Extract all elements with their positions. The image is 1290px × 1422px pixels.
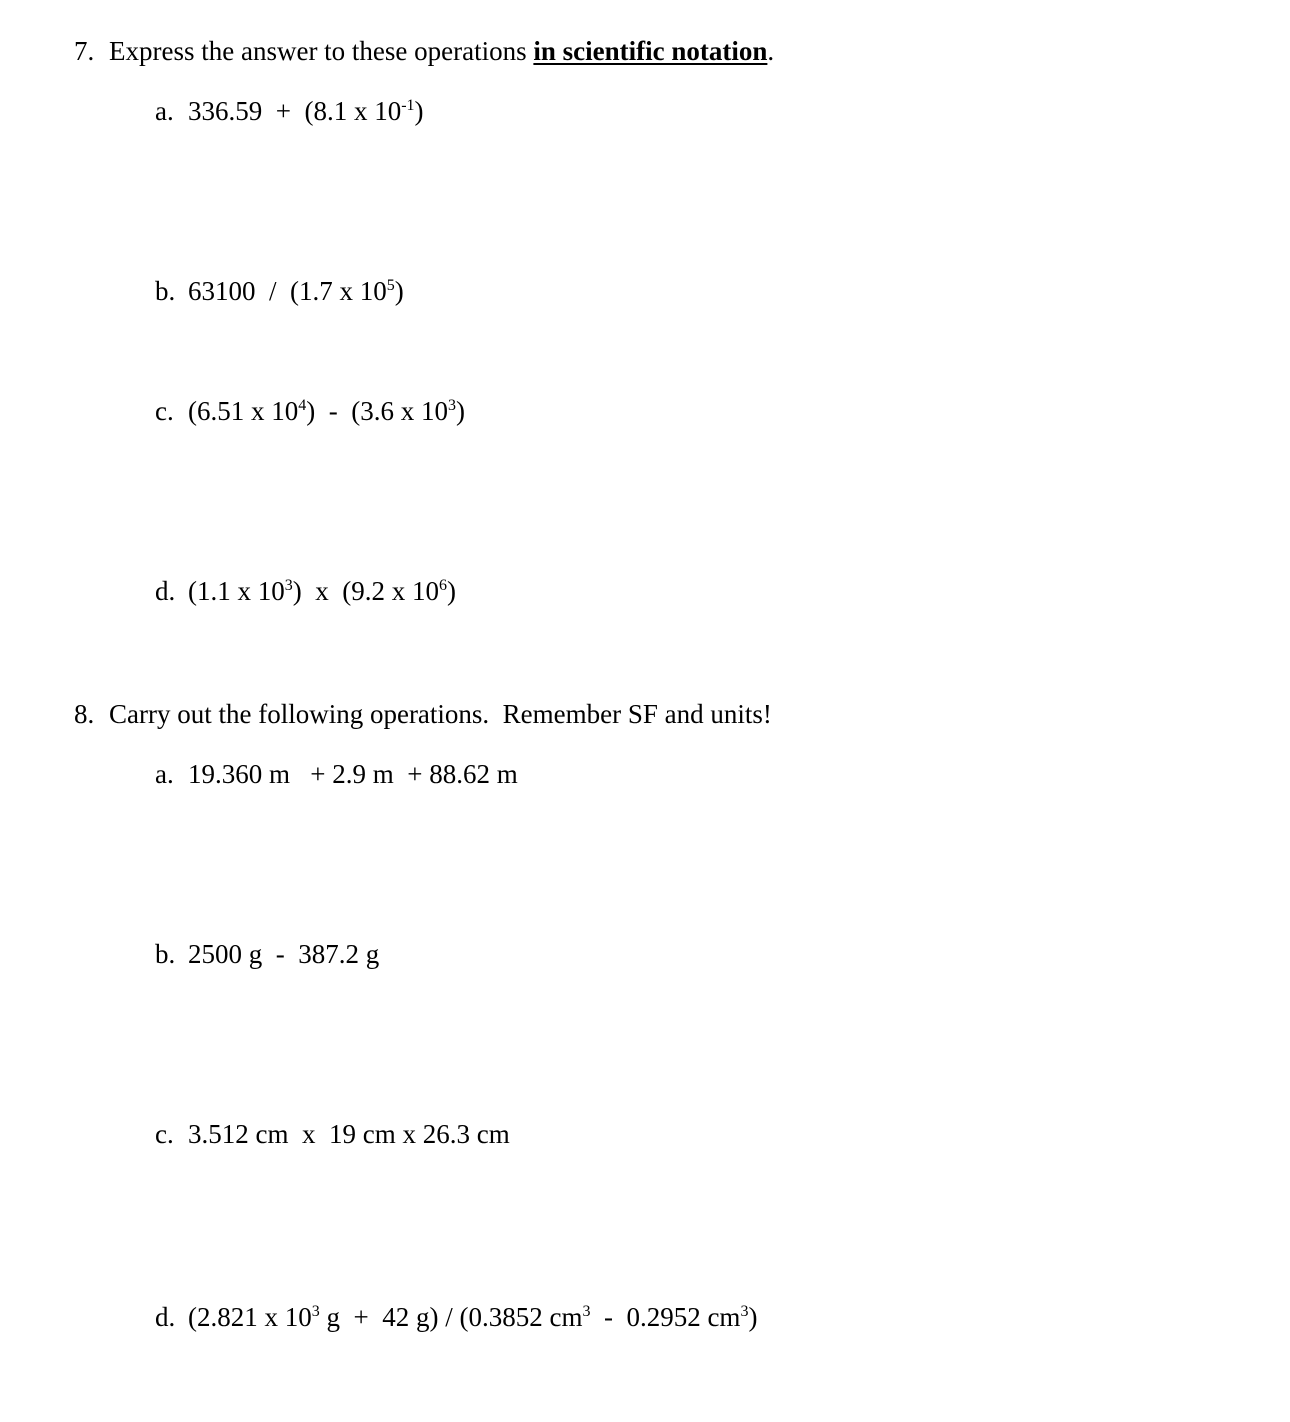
- item-letter: b.: [155, 939, 176, 969]
- exponent: 3: [582, 1303, 591, 1320]
- question-8a: [155, 761, 518, 788]
- question-7-period: .: [767, 36, 775, 66]
- exponent: 3: [740, 1303, 749, 1320]
- question-7a: [155, 98, 424, 125]
- expression-part: ): [414, 96, 424, 126]
- question-8c: [155, 1121, 510, 1148]
- expression-part: (1.1 x 10: [188, 576, 285, 606]
- expression-part: (2.821 x 10: [188, 1302, 312, 1332]
- expression-part: ): [394, 276, 404, 306]
- item-letter: c.: [155, 396, 174, 426]
- question-7c: [155, 398, 465, 425]
- question-7-text: Express the answer to these operations: [109, 36, 534, 66]
- expression: 2500 g - 387.2 g: [188, 939, 380, 969]
- question-7b: [155, 278, 404, 305]
- expression-part: (6.51 x 10: [188, 396, 299, 426]
- expression-part: ): [455, 396, 465, 426]
- exponent: 5: [386, 277, 395, 294]
- question-7-emphasis: in scientific notation: [533, 36, 768, 66]
- item-letter: d.: [155, 576, 176, 606]
- exponent: 3: [284, 577, 293, 594]
- question-8-prompt: [74, 701, 772, 728]
- expression-part: ) x (9.2 x 10: [292, 576, 439, 606]
- expression-part: ): [748, 1302, 758, 1332]
- exponent: 4: [298, 397, 307, 414]
- item-letter: c.: [155, 1119, 174, 1149]
- expression: 3.512 cm x 19 cm x 26.3 cm: [188, 1119, 510, 1149]
- expression: 19.360 m + 2.9 m + 88.62 m: [188, 759, 518, 789]
- item-letter: a.: [155, 759, 174, 789]
- expression-part: 336.59 + (8.1 x 10: [188, 96, 402, 126]
- question-7-prompt: [74, 38, 774, 65]
- exponent: 3: [311, 1303, 320, 1320]
- exponent: 3: [447, 397, 456, 414]
- exponent: 6: [438, 577, 447, 594]
- item-letter: b.: [155, 276, 176, 306]
- question-8b: [155, 941, 379, 968]
- item-letter: a.: [155, 96, 174, 126]
- exponent: -1: [401, 97, 415, 114]
- question-8-number: 8.: [74, 699, 95, 729]
- expression-part: ) - (3.6 x 10: [306, 396, 448, 426]
- expression-part: g + 42 g) / (0.3852 cm: [319, 1302, 583, 1332]
- expression-part: ): [446, 576, 456, 606]
- question-8d: [155, 1304, 757, 1331]
- expression-part: 63100 / (1.7 x 10: [188, 276, 387, 306]
- question-7-number: 7.: [74, 36, 95, 66]
- question-8-text: Carry out the following operations. Remember SF and units!: [109, 699, 772, 729]
- expression-part: - 0.2952 cm: [590, 1302, 741, 1332]
- question-7d: [155, 578, 456, 605]
- item-letter: d.: [155, 1302, 176, 1332]
